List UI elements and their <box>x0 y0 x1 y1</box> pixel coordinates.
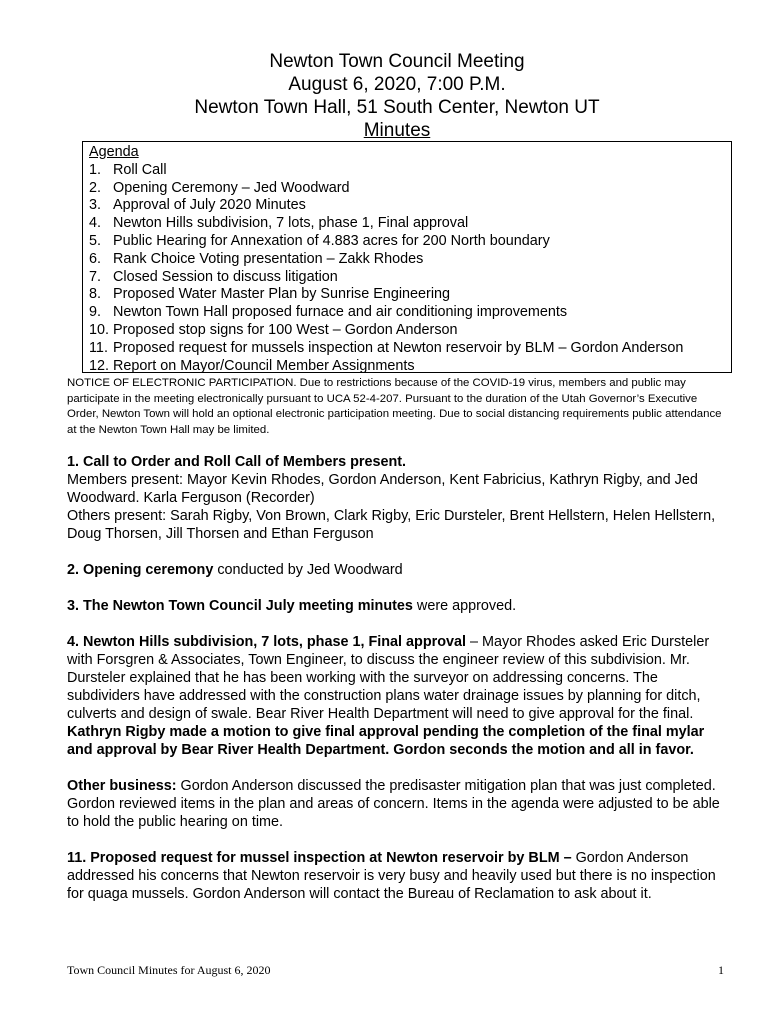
agenda-item: 1. Roll Call <box>89 161 167 178</box>
roll-call-section <box>67 453 727 543</box>
agenda-item: 4. Newton Hills subdivision, 7 lots, phase 1, Final approval <box>89 215 469 232</box>
document-header <box>0 50 770 142</box>
page-number: 1 <box>718 963 724 977</box>
minutes-heading: Minutes <box>363 120 431 141</box>
meeting-location: Newton Town Hall, 51 South Center, Newton UT <box>194 97 600 118</box>
others-present: Others present: Sarah Rigby, Von Brown, Clark Rigby, Eric Dursteler, Brent Hellstern, Helen Hellstern, Doug Thorsen, Jill Thorsen and Ethan Ferguson <box>67 508 716 542</box>
mussel-inspection-section: 11. Proposed request for mussel inspection at Newton reservoir by BLM – Gordon Anderson addressed his concerns that Newton reservoir is very busy and heavily used but there is no inspection for quaga mussels. Gordon Anderson will contact the Bureau of Reclamation to ask about it. <box>67 850 716 902</box>
minutes-body <box>67 453 727 921</box>
agenda-item: 6. Rank Choice Voting presentation – Zakk Rhodes <box>89 250 424 267</box>
agenda-item: 11. Proposed request for mussels inspection at Newton reservoir by BLM – Gordon Anderson <box>89 339 684 356</box>
footer-title: Town Council Minutes for August 6, 2020 <box>67 963 271 977</box>
section-heading: Other business: <box>67 778 177 794</box>
opening-ceremony-section: 2. Opening ceremony conducted by Jed Woodward <box>67 562 403 578</box>
meeting-title: Newton Town Council Meeting <box>269 51 525 72</box>
members-present: Members present: Mayor Kevin Rhodes, Gordon Anderson, Kent Fabricius, Kathryn Rigby, and Jed Woodward. Karla Ferguson (Recorder) <box>67 472 698 506</box>
agenda-list <box>89 162 731 376</box>
electronic-participation-notice: NOTICE OF ELECTRONIC PARTICIPATION. Due to restrictions because of the COVID-19 virus, members and public may participate in the meeting electronically pursuant to UCA 52-4-207. Pursuant to the duration of the Utah Governor’s Executive Order, Newton Town will hold an optional electronic participation meeting. Due to social distancing requirements public attendance at the Newton Town Hall may be limited. <box>67 377 722 436</box>
agenda-item: 12. Report on Mayor/Council Member Assignments <box>89 357 415 374</box>
agenda-item: 8. Proposed Water Master Plan by Sunrise Engineering <box>89 286 451 303</box>
agenda-item: 9. Newton Town Hall proposed furnace and air conditioning improvements <box>89 304 568 321</box>
agenda-title: Agenda <box>89 144 139 160</box>
motion-text: Kathryn Rigby made a motion to give final approval pending the completion of the final mylar and approval by Bear River Health Department. Gordon seconds the motion and all in favor. <box>67 724 705 758</box>
section-heading: 3. The Newton Town Council July meeting minutes <box>67 598 413 614</box>
section-heading: 1. Call to Order and Roll Call of Members present. <box>67 454 407 470</box>
subdivision-section: 4. Newton Hills subdivision, 7 lots, phase 1, Final approval – Mayor Rhodes asked Eric Dursteler with Forsgren & Associates, Town Engineer, to discuss the engineer review of this subdivision. Mr. Dursteler explained that he has been working with the surveyor on addressing concerns. The subdividers have addressed with the construction plans water drainage issues by planning for ditch, culverts and design of swale. Bear River Health Department will need to give approval for the final. Kathryn Rigby made a motion to give final approval pending the completion of the final mylar and approval by Bear River Health Department. Gordon seconds the motion and all in favor. <box>67 634 710 758</box>
agenda-item: 2. Opening Ceremony – Jed Woodward <box>89 179 350 196</box>
section-heading: 4. Newton Hills subdivision, 7 lots, phase 1, Final approval <box>67 634 467 650</box>
agenda-item: 5. Public Hearing for Annexation of 4.883 acres for 200 North boundary <box>89 232 550 249</box>
meeting-date: August 6, 2020, 7:00 P.M. <box>288 74 506 95</box>
section-heading: 11. Proposed request for mussel inspection at Newton reservoir by BLM – <box>67 850 572 866</box>
minutes-approval-section: 3. The Newton Town Council July meeting minutes were approved. <box>67 598 517 614</box>
other-business-section: Other business: Gordon Anderson discussed the predisaster mitigation plan that was just completed. Gordon reviewed items in the plan and areas of concern. Items in the agenda were adjusted to be able to hold the public hearing on time. <box>67 778 720 830</box>
agenda-item: 7. Closed Session to discuss litigation <box>89 268 338 285</box>
agenda-item: 10. Proposed stop signs for 100 West – Gordon Anderson <box>89 321 458 338</box>
agenda-box <box>82 141 732 373</box>
agenda-item: 3. Approval of July 2020 Minutes <box>89 197 306 214</box>
section-heading: 2. Opening ceremony <box>67 562 214 578</box>
